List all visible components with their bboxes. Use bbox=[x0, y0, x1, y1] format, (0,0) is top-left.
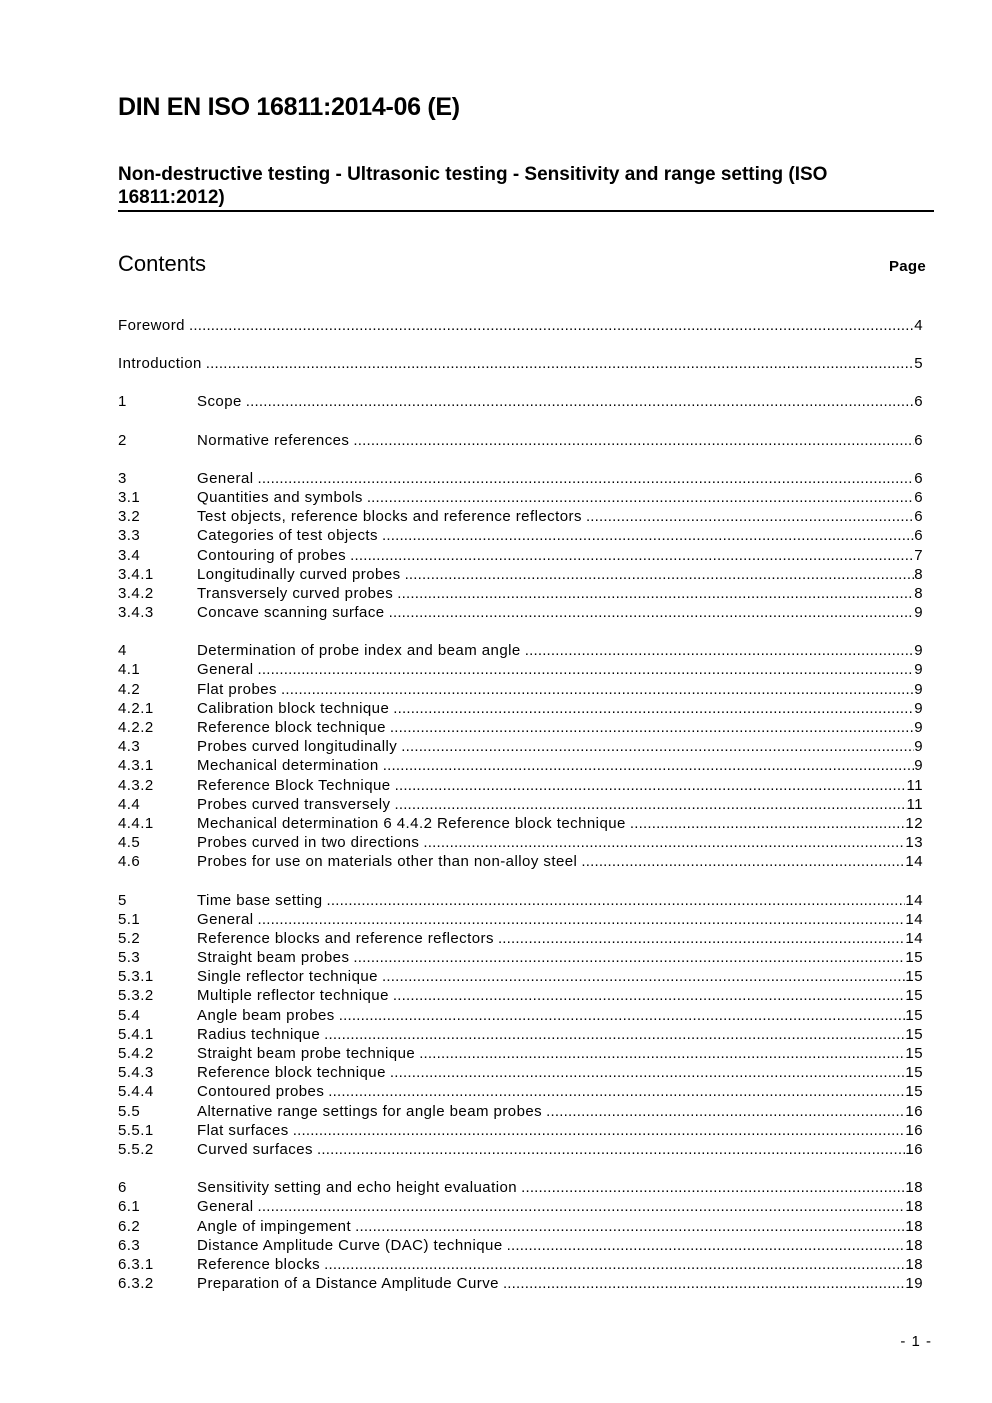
toc-entry-title: General bbox=[197, 910, 254, 928]
toc-entry[interactable] bbox=[118, 1197, 923, 1216]
toc-dot-leader bbox=[397, 584, 914, 603]
toc-entry-title: Probes for use on materials other than non-alloy steel bbox=[197, 853, 578, 871]
toc-entry-number: 4.3 bbox=[118, 738, 141, 756]
toc-entry[interactable] bbox=[118, 565, 923, 584]
toc-dot-leader bbox=[521, 1178, 905, 1197]
toc-entry-page: 9 bbox=[914, 604, 923, 622]
toc-dot-leader bbox=[353, 431, 914, 450]
toc-dot-leader bbox=[525, 641, 914, 660]
toc-entry[interactable] bbox=[118, 316, 923, 335]
toc-dot-leader bbox=[328, 1082, 905, 1101]
toc-entry[interactable] bbox=[118, 891, 923, 910]
toc-entry[interactable] bbox=[118, 354, 923, 373]
toc-entry[interactable] bbox=[118, 1274, 923, 1293]
toc-entry-page: 18 bbox=[905, 1217, 923, 1235]
toc-entry-number: 1 bbox=[118, 393, 127, 411]
toc-entry-page: 15 bbox=[905, 1064, 923, 1082]
toc-entry-number: 5.5.2 bbox=[118, 1140, 154, 1158]
toc-dot-leader bbox=[317, 1140, 905, 1159]
toc-dot-leader bbox=[258, 469, 915, 488]
toc-dot-leader bbox=[293, 1121, 906, 1140]
toc-entry[interactable] bbox=[118, 929, 923, 948]
toc-entry-title: Mechanical determination bbox=[197, 757, 379, 775]
page-number: - 1 - bbox=[900, 1333, 932, 1350]
toc-entry-title: Contoured probes bbox=[197, 1083, 325, 1101]
toc-entry-title: Probes curved longitudinally bbox=[197, 738, 398, 756]
toc-entry-number: 5.3.2 bbox=[118, 987, 154, 1005]
toc-dot-leader bbox=[394, 795, 906, 814]
toc-entry-title: Longitudinally curved probes bbox=[197, 565, 401, 583]
toc-entry-page: 9 bbox=[914, 719, 923, 736]
toc-entry-page: 14 bbox=[905, 910, 923, 928]
toc-entry-title: Concave scanning surface bbox=[197, 604, 385, 622]
toc-dot-leader bbox=[401, 737, 914, 756]
toc-entry-number: 4.1 bbox=[118, 661, 141, 679]
title-divider bbox=[118, 210, 934, 212]
toc-entry[interactable] bbox=[118, 660, 923, 679]
toc-entry-page: 5 bbox=[914, 355, 923, 373]
toc-entry-number: 5 bbox=[118, 891, 127, 909]
toc-entry-title: Quantities and symbols bbox=[197, 488, 363, 506]
toc-entry-page: 11 bbox=[906, 776, 923, 794]
toc-entry-number: 6.3.1 bbox=[118, 1255, 154, 1273]
toc-dot-leader bbox=[324, 1255, 905, 1274]
toc-entry-title: Probes curved transversely bbox=[197, 795, 391, 813]
toc-dot-leader bbox=[630, 814, 906, 833]
toc-entry[interactable] bbox=[118, 948, 923, 967]
toc-entry-page: 16 bbox=[905, 1121, 923, 1139]
toc-entry-page: 15 bbox=[905, 1025, 923, 1043]
toc-entry[interactable] bbox=[118, 1063, 923, 1082]
toc-entry-number: 5.4.4 bbox=[118, 1083, 154, 1101]
toc-entry-page: 12 bbox=[905, 814, 923, 832]
toc-entry-number: 5.5.1 bbox=[118, 1121, 154, 1139]
toc-entry-title: Categories of test objects bbox=[197, 527, 378, 545]
toc-entry-number: 5.1 bbox=[118, 910, 141, 928]
toc-dot-leader bbox=[258, 1197, 906, 1216]
toc-entry[interactable] bbox=[118, 1140, 923, 1159]
toc-entry-number: 4.5 bbox=[118, 834, 141, 852]
toc-entry-page: 6 bbox=[914, 508, 923, 526]
toc-entry-page: 18 bbox=[905, 1198, 923, 1216]
toc-entry-page: 6 bbox=[914, 393, 923, 411]
toc-entry-title: Reference Block Technique bbox=[197, 776, 391, 794]
toc-entry-title: General bbox=[197, 469, 254, 487]
toc-entry[interactable] bbox=[118, 1082, 923, 1101]
toc-dot-leader bbox=[395, 776, 907, 795]
toc-dot-leader bbox=[367, 488, 914, 507]
toc-entry-number: 3.4.3 bbox=[118, 604, 154, 622]
toc-dot-leader bbox=[355, 1217, 905, 1236]
toc-entry-number: 4 bbox=[118, 642, 127, 660]
toc-dot-leader bbox=[503, 1274, 905, 1293]
toc-dot-leader bbox=[324, 1025, 905, 1044]
toc-entry[interactable] bbox=[118, 986, 923, 1005]
toc-entry-number: 3.1 bbox=[118, 488, 141, 506]
toc-dot-leader bbox=[419, 1044, 905, 1063]
toc-entry-page: 9 bbox=[914, 680, 923, 698]
toc-entry-page: 15 bbox=[905, 1045, 923, 1062]
toc-entry[interactable] bbox=[118, 1006, 923, 1025]
toc-dot-leader bbox=[350, 546, 914, 565]
toc-entry-number: 5.3 bbox=[118, 949, 141, 967]
toc-dot-leader bbox=[390, 1063, 906, 1082]
toc-entry[interactable] bbox=[118, 967, 923, 986]
toc-entry-page: 14 bbox=[905, 929, 923, 947]
toc-entry-number: 3.4.2 bbox=[118, 584, 154, 602]
toc-entry-number: 5.5 bbox=[118, 1102, 141, 1120]
toc-entry-page: 9 bbox=[914, 757, 923, 775]
toc-entry-number: 4.3.1 bbox=[118, 757, 154, 775]
toc-entry-number: 6.3.2 bbox=[118, 1275, 154, 1293]
toc-entry-number: 3.4 bbox=[118, 546, 141, 564]
toc-entry-title: Mechanical determination 6 4.4.2 Reference block technique bbox=[197, 814, 626, 832]
toc-entry-page: 9 bbox=[914, 699, 923, 717]
toc-dot-leader bbox=[390, 718, 914, 737]
toc-entry-title: Time base setting bbox=[197, 891, 323, 909]
table-of-contents bbox=[118, 316, 923, 1293]
toc-entry-title: Reference block technique bbox=[197, 1064, 386, 1082]
toc-entry-page: 6 bbox=[914, 488, 923, 506]
toc-entry-page: 9 bbox=[914, 661, 923, 679]
toc-dot-leader bbox=[246, 392, 914, 411]
toc-dot-leader bbox=[339, 1006, 906, 1025]
toc-dot-leader bbox=[258, 910, 906, 929]
toc-entry-title: Flat probes bbox=[197, 680, 277, 698]
toc-entry-page: 18 bbox=[905, 1236, 923, 1254]
toc-entry-title: Determination of probe index and beam angle bbox=[197, 642, 521, 660]
toc-entry[interactable] bbox=[118, 910, 923, 929]
toc-entry[interactable] bbox=[118, 546, 923, 565]
toc-dot-leader bbox=[281, 680, 914, 699]
toc-dot-leader bbox=[507, 1236, 906, 1255]
toc-entry-page: 8 bbox=[914, 565, 923, 583]
toc-entry-number: 3.4.1 bbox=[118, 565, 154, 583]
toc-entry-page: 19 bbox=[905, 1275, 923, 1293]
toc-entry[interactable] bbox=[118, 756, 923, 775]
toc-entry[interactable] bbox=[118, 488, 923, 507]
toc-entry-number: 6.1 bbox=[118, 1198, 141, 1216]
toc-entry[interactable] bbox=[118, 718, 923, 737]
toc-entry-title: Foreword bbox=[118, 317, 185, 334]
toc-entry-number: 3.3 bbox=[118, 527, 141, 545]
toc-entry[interactable] bbox=[118, 1236, 923, 1255]
toc-entry-page: 9 bbox=[914, 738, 923, 756]
toc-entry[interactable] bbox=[118, 1178, 923, 1197]
toc-entry[interactable] bbox=[118, 392, 923, 411]
toc-entry-title: Straight beam probes bbox=[197, 949, 350, 967]
toc-entry-title: Sensitivity setting and echo height evaluation bbox=[197, 1179, 518, 1197]
toc-dot-leader bbox=[382, 526, 914, 545]
toc-entry-page: 13 bbox=[905, 834, 923, 852]
toc-entry[interactable] bbox=[118, 699, 923, 718]
toc-dot-leader bbox=[423, 833, 905, 852]
toc-entry-number: 2 bbox=[118, 431, 127, 449]
toc-entry[interactable] bbox=[118, 431, 923, 450]
toc-dot-leader bbox=[393, 699, 914, 718]
toc-entry-page: 14 bbox=[905, 853, 923, 871]
toc-entry-page: 15 bbox=[905, 949, 923, 967]
toc-entry-title: Preparation of a Distance Amplitude Curve bbox=[197, 1275, 499, 1293]
toc-entry-number: 5.4.2 bbox=[118, 1045, 154, 1062]
toc-dot-leader bbox=[498, 929, 905, 948]
toc-entry-number: 3.2 bbox=[118, 508, 141, 526]
toc-entry-title: Reference blocks and reference reflectors bbox=[197, 929, 494, 947]
toc-entry[interactable] bbox=[118, 833, 923, 852]
toc-entry-page: 15 bbox=[905, 987, 923, 1005]
toc-entry[interactable] bbox=[118, 507, 923, 526]
toc-entry-page: 18 bbox=[905, 1179, 923, 1197]
toc-entry[interactable] bbox=[118, 1255, 923, 1274]
toc-entry-title: Transversely curved probes bbox=[197, 584, 394, 602]
toc-entry-number: 6 bbox=[118, 1179, 127, 1197]
toc-dot-leader bbox=[258, 660, 915, 679]
toc-entry-title: Alternative range settings for angle beam probes bbox=[197, 1102, 543, 1120]
toc-entry-number: 4.2.1 bbox=[118, 699, 154, 717]
toc-entry[interactable] bbox=[118, 795, 923, 814]
toc-dot-leader bbox=[353, 948, 905, 967]
toc-entry-page: 4 bbox=[914, 317, 923, 334]
toc-entry-number: 5.3.1 bbox=[118, 968, 154, 986]
toc-dot-leader bbox=[383, 756, 914, 775]
toc-entry-number: 4.3.2 bbox=[118, 776, 154, 794]
toc-entry-number: 6.2 bbox=[118, 1217, 141, 1235]
toc-dot-leader bbox=[326, 891, 905, 910]
toc-entry-number: 4.4 bbox=[118, 795, 141, 813]
toc-dot-leader bbox=[581, 852, 905, 871]
toc-entry-title: Straight beam probe technique bbox=[197, 1045, 416, 1062]
toc-entry[interactable] bbox=[118, 1025, 923, 1044]
document-id: DIN EN ISO 16811:2014-06 (E) bbox=[118, 93, 460, 121]
toc-entry[interactable] bbox=[118, 1121, 923, 1140]
toc-entry-title: Probes curved in two directions bbox=[197, 834, 420, 852]
toc-entry-page: 16 bbox=[905, 1140, 923, 1158]
toc-entry-title: Single reflector technique bbox=[197, 968, 378, 986]
toc-entry[interactable] bbox=[118, 584, 923, 603]
toc-entry[interactable] bbox=[118, 776, 923, 795]
toc-entry-title: Angle beam probes bbox=[197, 1006, 335, 1024]
toc-entry-page: 14 bbox=[905, 891, 923, 909]
toc-entry-page: 6 bbox=[914, 469, 923, 487]
toc-entry-title: Multiple reflector technique bbox=[197, 987, 389, 1005]
toc-entry-title: Scope bbox=[197, 393, 242, 411]
toc-entry-page: 9 bbox=[914, 642, 923, 660]
toc-entry[interactable] bbox=[118, 737, 923, 756]
toc-entry[interactable] bbox=[118, 814, 923, 833]
page-column-heading: Page bbox=[888, 258, 926, 275]
toc-entry-title: Contouring of probes bbox=[197, 546, 347, 564]
toc-dot-leader bbox=[586, 507, 914, 526]
toc-entry-title: Reference blocks bbox=[197, 1255, 321, 1273]
toc-entry-title: Flat surfaces bbox=[197, 1121, 289, 1139]
toc-entry-title: General bbox=[197, 661, 254, 679]
toc-entry-page: 8 bbox=[914, 584, 923, 602]
toc-entry[interactable] bbox=[118, 1217, 923, 1236]
toc-entry[interactable] bbox=[118, 680, 923, 699]
toc-entry-title: General bbox=[197, 1198, 254, 1216]
toc-entry-title: Angle of impingement bbox=[197, 1217, 352, 1235]
toc-entry-page: 6 bbox=[914, 431, 923, 449]
toc-dot-leader bbox=[389, 603, 915, 622]
toc-entry[interactable] bbox=[118, 852, 923, 871]
toc-entry[interactable] bbox=[118, 641, 923, 660]
toc-entry-number: 4.6 bbox=[118, 853, 141, 871]
toc-entry-page: 7 bbox=[914, 546, 923, 564]
toc-entry-number: 3 bbox=[118, 469, 127, 487]
toc-entry[interactable] bbox=[118, 526, 923, 545]
toc-dot-leader bbox=[546, 1102, 905, 1121]
contents-heading: Contents bbox=[118, 251, 207, 276]
toc-entry-page: 15 bbox=[905, 968, 923, 986]
toc-entry[interactable] bbox=[118, 1102, 923, 1121]
toc-entry-number: 5.4 bbox=[118, 1006, 141, 1024]
toc-entry-title: Distance Amplitude Curve (DAC) technique bbox=[197, 1236, 503, 1254]
toc-entry[interactable] bbox=[118, 469, 923, 488]
toc-entry-title: Introduction bbox=[118, 355, 202, 373]
toc-entry-number: 5.4.1 bbox=[118, 1025, 154, 1043]
document-title: Non-destructive testing - Ultrasonic testing - Sensitivity and range setting (ISO 16811:2012) bbox=[118, 164, 828, 208]
toc-entry-page: 11 bbox=[906, 795, 923, 813]
toc-entry-page: 18 bbox=[905, 1255, 923, 1273]
toc-entry-title: Reference block technique bbox=[197, 719, 386, 736]
toc-entry-number: 6.3 bbox=[118, 1236, 141, 1254]
toc-dot-leader bbox=[189, 316, 914, 335]
toc-entry-title: Curved surfaces bbox=[197, 1140, 313, 1158]
toc-entry[interactable] bbox=[118, 1044, 923, 1063]
toc-dot-leader bbox=[206, 354, 914, 373]
toc-entry-page: 15 bbox=[905, 1006, 923, 1024]
toc-entry-number: 5.4.3 bbox=[118, 1064, 154, 1082]
toc-entry[interactable] bbox=[118, 603, 923, 622]
toc-dot-leader bbox=[382, 967, 905, 986]
toc-entry-page: 15 bbox=[905, 1083, 923, 1101]
toc-entry-title: Calibration block technique bbox=[197, 699, 390, 717]
toc-entry-title: Normative references bbox=[197, 431, 350, 449]
toc-dot-leader bbox=[393, 986, 906, 1005]
toc-dot-leader bbox=[405, 565, 915, 584]
toc-entry-number: 5.2 bbox=[118, 929, 141, 947]
toc-entry-title: Radius technique bbox=[197, 1025, 321, 1043]
toc-entry-number: 4.4.1 bbox=[118, 814, 154, 832]
toc-entry-number: 4.2.2 bbox=[118, 719, 154, 736]
toc-entry-page: 6 bbox=[914, 527, 923, 545]
toc-entry-number: 4.2 bbox=[118, 680, 141, 698]
toc-entry-title: Test objects, reference blocks and reference reflectors bbox=[197, 508, 582, 526]
toc-entry-page: 16 bbox=[905, 1102, 923, 1120]
